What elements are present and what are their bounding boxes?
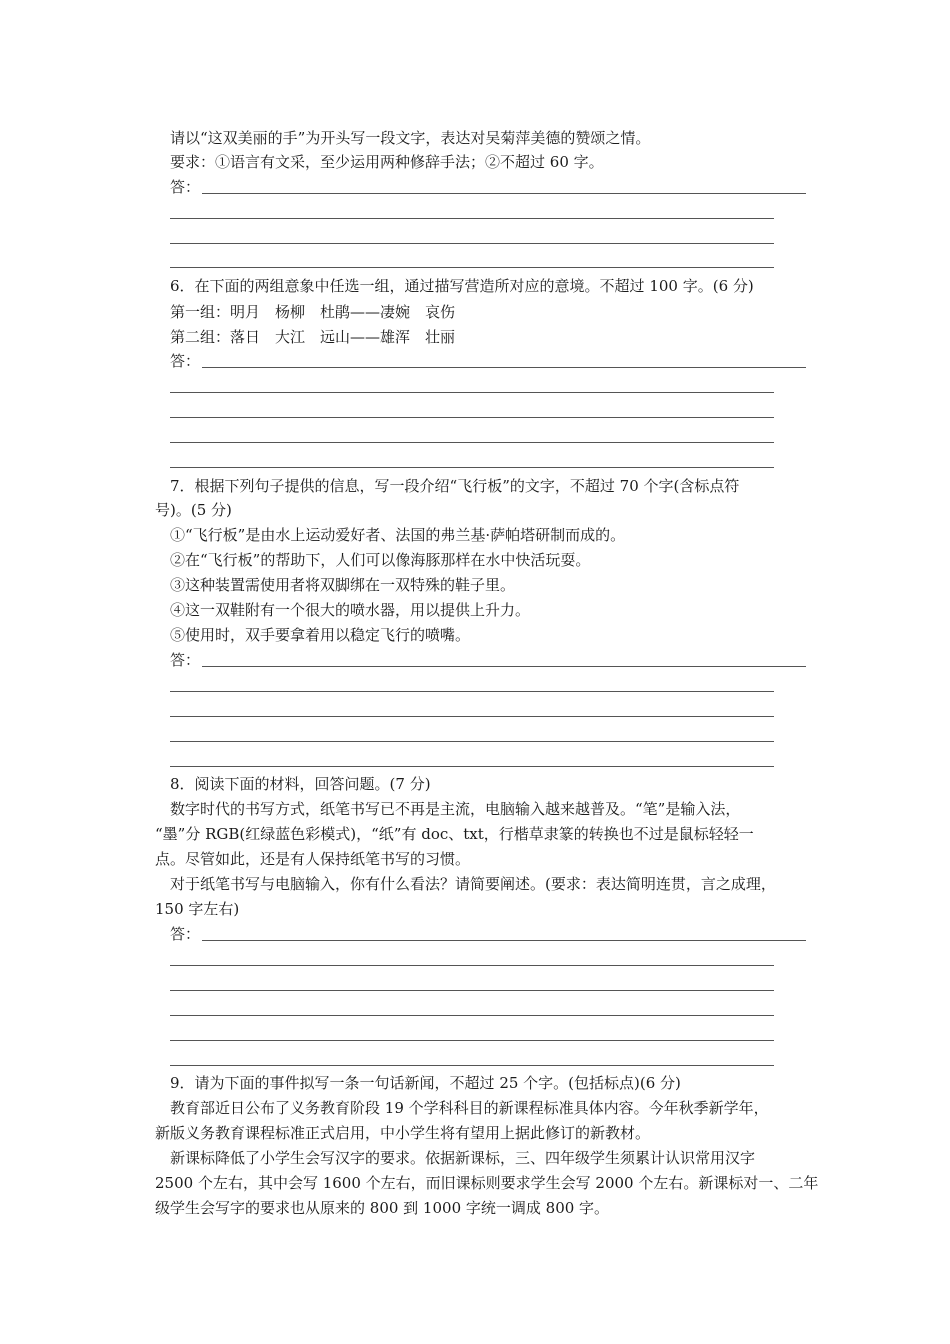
- q9-news-line-3: 新课标降低了小学生会写汉字的要求。依据新课标，三、四年级学生须累计认识常用汉字: [170, 1149, 756, 1167]
- q8-material-line-1: 数字时代的书写方式，纸笔书写已不再是主流，电脑输入越来越普及。“笔”是输入法，: [170, 800, 741, 818]
- q8-question-line-2: 150 字左右): [155, 900, 240, 918]
- q6-group-2: 第二组：落日 大江 远山——雄浑 壮丽: [170, 328, 456, 346]
- q7-item-5: ⑤使用时，双手要拿着用以稳定飞行的喷嘴。: [170, 626, 471, 644]
- q6-answer-line-1[interactable]: [202, 367, 806, 368]
- q5-requirements: 要求：①语言有文采，至少运用两种修辞手法；②不超过 60 字。: [170, 153, 604, 171]
- q9-title: 9．请为下面的事件拟写一条一句话新闻，不超过 25 个字。(包括标点)(6 分): [170, 1074, 681, 1092]
- q8-answer-line-2[interactable]: [170, 965, 774, 966]
- q6-title: 6．在下面的两组意象中任选一组，通过描写营造所对应的意境。不超过 100 字。(6 分): [170, 277, 754, 295]
- q7-answer-line-3[interactable]: [170, 716, 774, 717]
- q6-answer-line-2[interactable]: [170, 392, 774, 393]
- q6-answer-label: 答：: [170, 352, 201, 370]
- q8-answer-line-4[interactable]: [170, 1015, 774, 1016]
- q6-answer-line-4[interactable]: [170, 442, 774, 443]
- q8-answer-line-5[interactable]: [170, 1040, 774, 1041]
- q7-answer-line-4[interactable]: [170, 741, 774, 742]
- q8-question-line-1: 对于纸笔书写与电脑输入，你有什么看法？请简要阐述。(要求：表达简明连贯，言之成理，: [170, 875, 776, 893]
- q7-answer-line-1[interactable]: [202, 666, 806, 667]
- q8-answer-line-1[interactable]: [202, 940, 806, 941]
- q7-item-1: ①“飞行板”是由水上运动爱好者、法国的弗兰基·萨帕塔研制而成的。: [170, 526, 626, 544]
- q7-answer-label: 答：: [170, 651, 201, 669]
- q9-news-line-2: 新版义务教育课程标准正式启用，中小学生将有望用上据此修订的新教材。: [155, 1124, 651, 1142]
- q7-item-2: ②在“飞行板”的帮助下，人们可以像海豚那样在水中快活玩耍。: [170, 551, 591, 569]
- q9-news-line-4: 2500 个左右，其中会写 1600 个左右，而旧课标则要求学生会写 2000 个左右。新课标对一、二年: [155, 1174, 819, 1192]
- q5-answer-label: 答：: [170, 178, 201, 196]
- q5-answer-line-4[interactable]: [170, 267, 774, 268]
- q8-title: 8．阅读下面的材料，回答问题。(7 分): [170, 775, 431, 793]
- q8-answer-line-6[interactable]: [170, 1065, 774, 1066]
- q6-answer-line-5[interactable]: [170, 467, 774, 468]
- q7-item-3: ③这种装置需使用者将双脚绑在一双特殊的鞋子里。: [170, 576, 516, 594]
- q7-title-line-2: 号)。(5 分): [155, 501, 232, 519]
- q7-title-line-1: 7．根据下列句子提供的信息，写一段介绍“飞行板”的文字，不超过 70 个字(含标点符: [170, 477, 740, 495]
- q7-answer-line-5[interactable]: [170, 766, 774, 767]
- q6-answer-line-3[interactable]: [170, 417, 774, 418]
- q6-group-1: 第一组：明月 杨柳 杜鹃——凄婉 哀伤: [170, 303, 456, 321]
- q9-news-line-5: 级学生会写字的要求也从原来的 800 到 1000 字统一调成 800 字。: [155, 1199, 610, 1217]
- q7-item-4: ④这一双鞋附有一个很大的喷水器，用以提供上升力。: [170, 601, 531, 619]
- q5-answer-line-3[interactable]: [170, 243, 774, 244]
- q5-answer-line-2[interactable]: [170, 218, 774, 219]
- q8-answer-line-3[interactable]: [170, 990, 774, 991]
- q5-prompt: 请以“这双美丽的手”为开头写一段文字，表达对吴菊萍美德的赞颂之情。: [170, 129, 651, 147]
- q8-material-line-3: 点。尽管如此，还是有人保持纸笔书写的习惯。: [155, 850, 471, 868]
- q9-news-line-1: 教育部近日公布了义务教育阶段 19 个学科科目的新课程标准具体内容。今年秋季新学年，: [170, 1099, 769, 1117]
- q7-answer-line-2[interactable]: [170, 691, 774, 692]
- q5-answer-line-1[interactable]: [202, 193, 806, 194]
- q8-material-line-2: “墨”分 RGB(红绿蓝色彩模式)，“纸”有 doc、txt，行楷草隶篆的转换也不过是鼠标轻轻一: [155, 825, 754, 843]
- q8-answer-label: 答：: [170, 925, 201, 943]
